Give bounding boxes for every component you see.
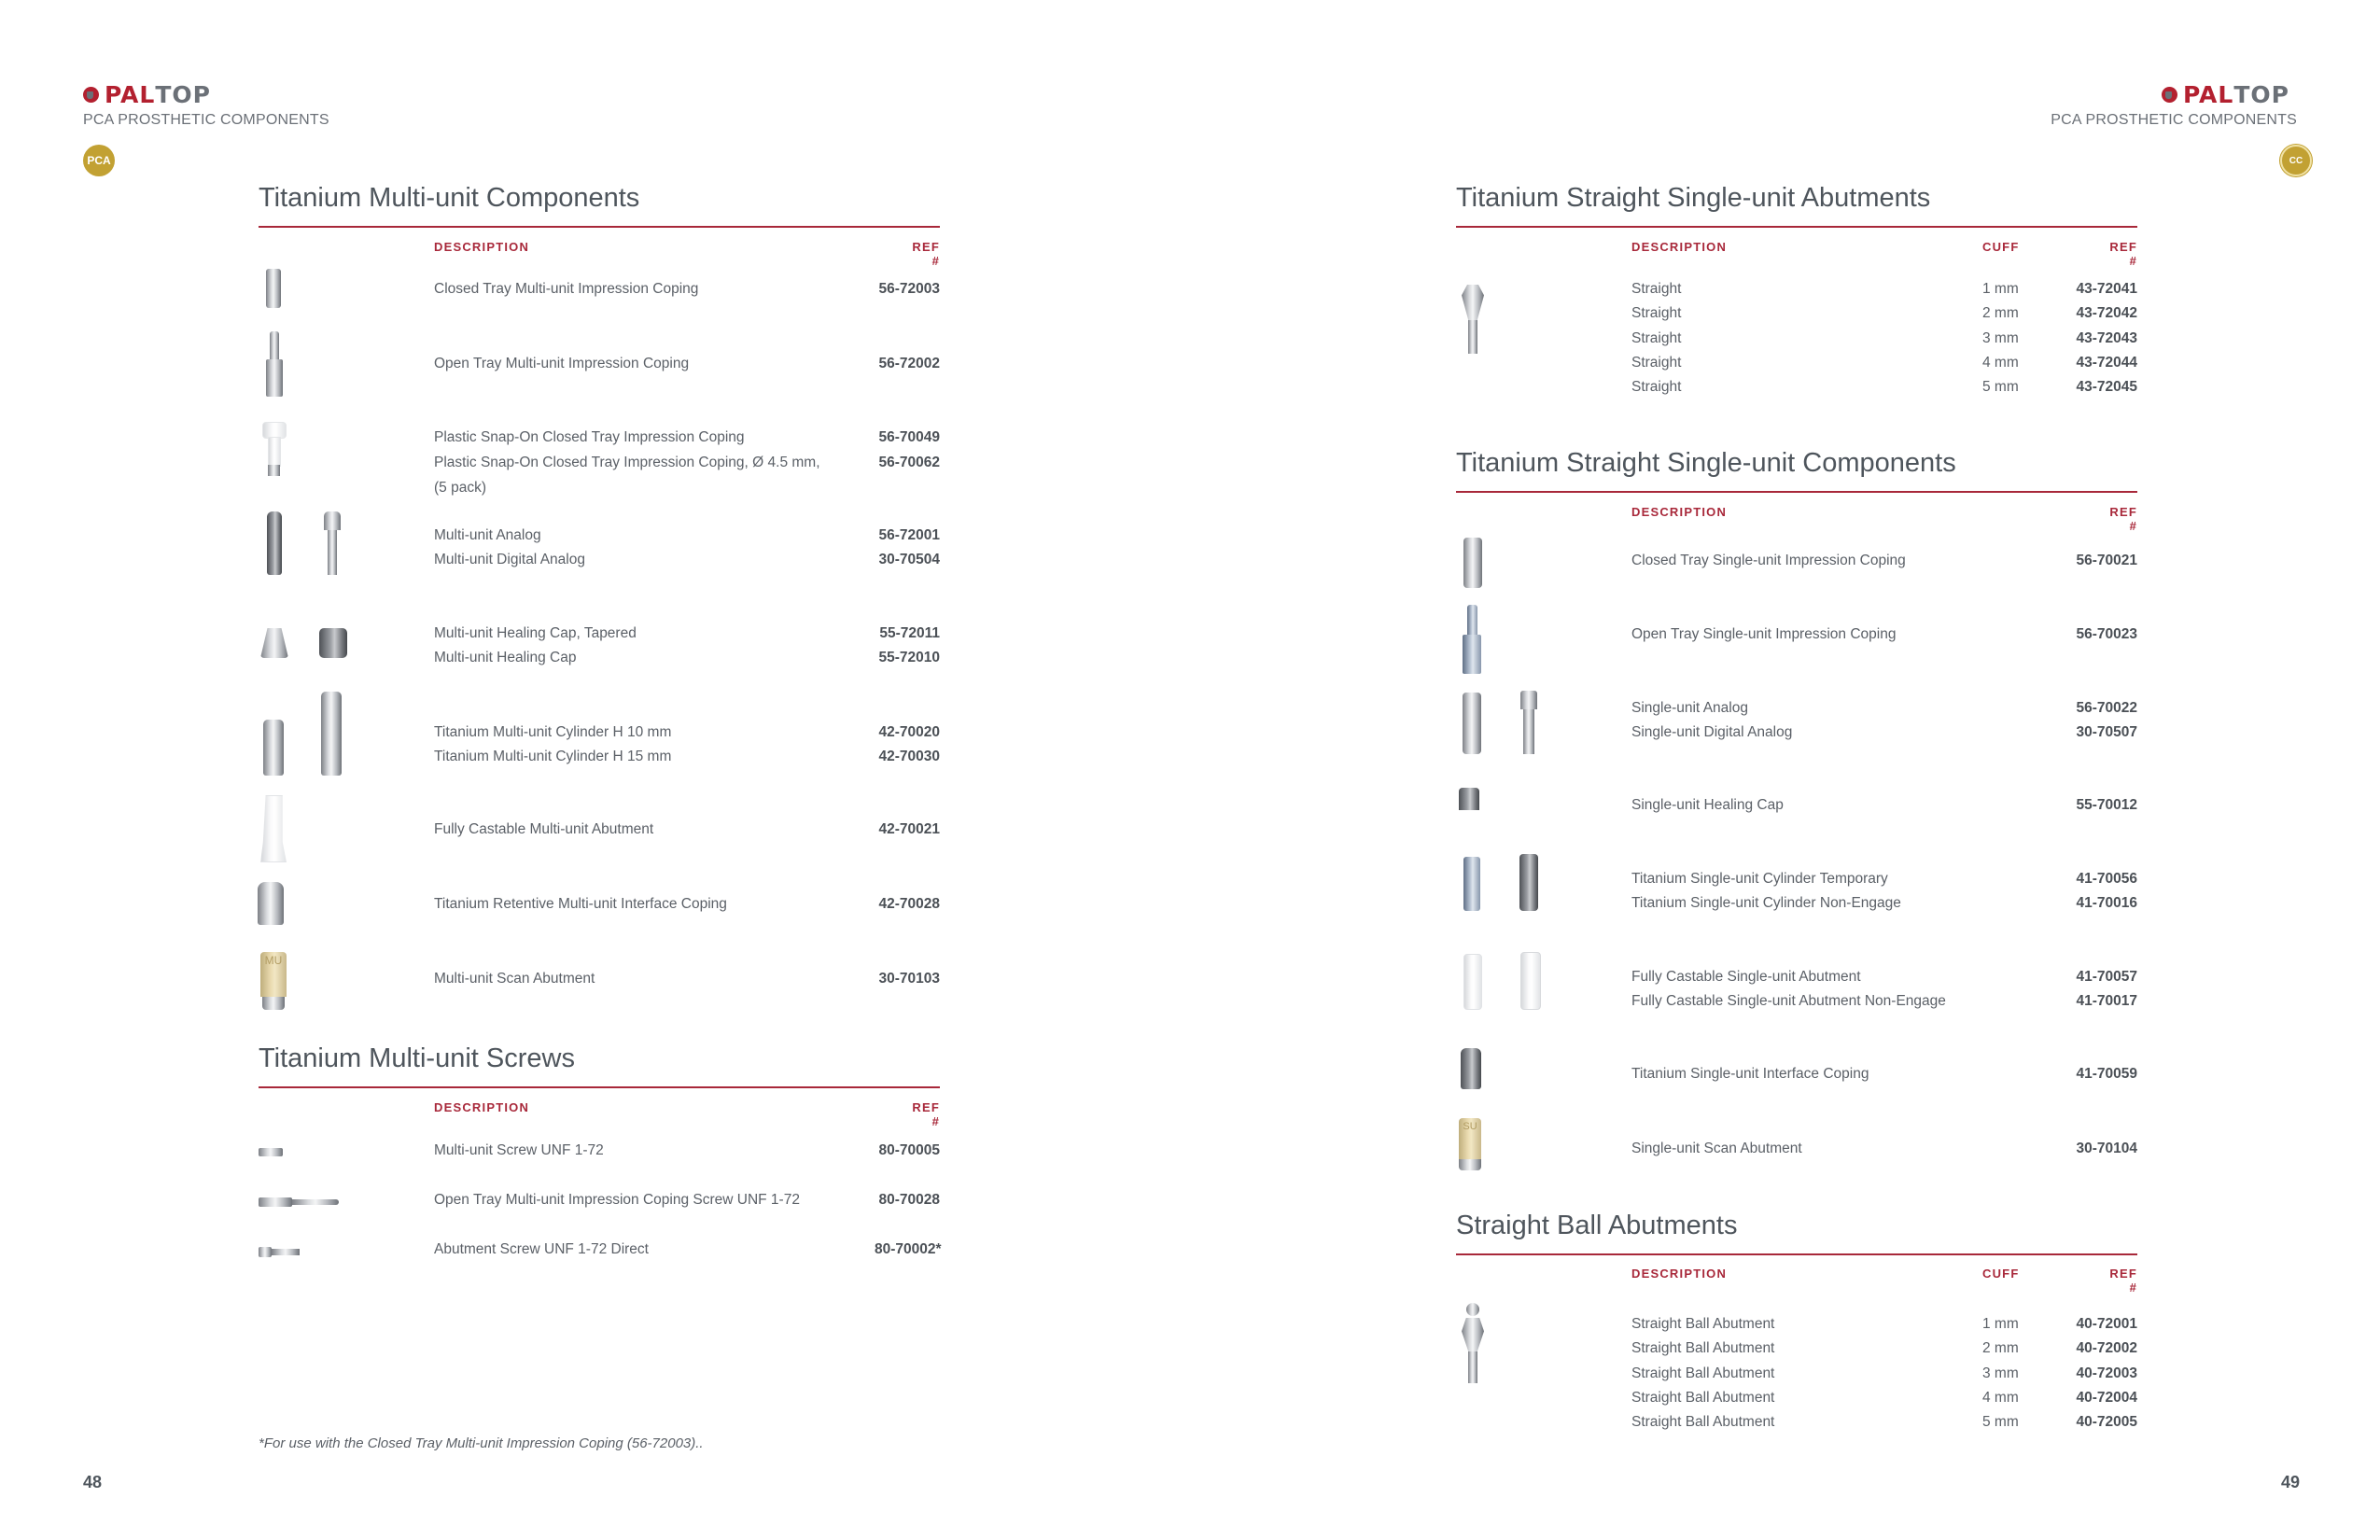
healing-cap-icon [1459, 788, 1479, 810]
castable-abutment-icon [1463, 954, 1482, 1010]
item-ref: 42-70028 [878, 896, 940, 912]
item-ref: 30-70104 [2076, 1141, 2137, 1156]
column-header-ref: REF # [2109, 505, 2137, 533]
item-description: Straight Ball Abutment [1631, 1340, 1775, 1356]
item-description: Straight [1631, 305, 1682, 321]
item-ref: 80-70005 [878, 1142, 940, 1158]
section-divider [259, 226, 940, 228]
column-header-description: DESCRIPTION [434, 240, 530, 254]
item-description: Fully Castable Single-unit Abutment Non-Engage [1631, 993, 1946, 1009]
item-description: Plastic Snap-On Closed Tray Impression Coping, Ø 4.5 mm, [434, 455, 820, 470]
section-title: Titanium Multi-unit Screws [259, 1043, 575, 1073]
brand-subtitle: PCA PROSTHETIC COMPONENTS [83, 112, 329, 128]
item-description: Titanium Multi-unit Cylinder H 10 mm [434, 724, 672, 740]
column-header-description: DESCRIPTION [1631, 1267, 1728, 1281]
item-ref: 43-72043 [2076, 330, 2137, 346]
interface-coping-icon [258, 882, 284, 925]
closed-tray-coping-icon [266, 269, 281, 308]
logo-wordmark: PAL TOP [2183, 80, 2289, 108]
section-divider [1456, 226, 2137, 228]
item-ref: 41-70059 [2076, 1066, 2137, 1082]
item-cuff: 4 mm [1982, 1390, 2019, 1406]
cylinder-long-icon [321, 692, 342, 776]
item-description: Titanium Single-unit Cylinder Temporary [1631, 871, 1888, 887]
open-tray-coping-base [1463, 635, 1481, 674]
item-description: Plastic Snap-On Closed Tray Impression Coping [434, 429, 745, 445]
footnote: *For use with the Closed Tray Multi-unit Impression Coping (56-72003).. [259, 1435, 704, 1451]
item-description: Fully Castable Multi-unit Abutment [434, 821, 654, 837]
column-header-description: DESCRIPTION [1631, 505, 1728, 519]
plastic-snap-coping-body [268, 437, 281, 467]
item-cuff: 2 mm [1982, 305, 2019, 321]
item-ref: 56-70062 [878, 455, 940, 470]
item-description: Straight Ball Abutment [1631, 1365, 1775, 1381]
item-description: Titanium Multi-unit Cylinder H 15 mm [434, 749, 672, 764]
item-ref: 56-70022 [2076, 700, 2137, 716]
section-title: Straight Ball Abutments [1456, 1211, 1738, 1240]
item-ref: 43-72041 [2076, 281, 2137, 297]
section-divider [259, 1086, 940, 1088]
item-ref: 40-72005 [2076, 1414, 2137, 1430]
item-description: Titanium Single-unit Cylinder Non-Engage [1631, 895, 1901, 911]
scan-abutment-base [262, 997, 285, 1010]
screw-icon [259, 1148, 283, 1156]
tooth-logo-icon [83, 87, 99, 103]
column-header-ref: REF # [2109, 1267, 2137, 1295]
item-description: Straight [1631, 355, 1682, 371]
item-ref: 56-70023 [2076, 626, 2137, 642]
item-ref: 40-72001 [2076, 1316, 2137, 1332]
item-ref: 56-72003 [878, 281, 940, 297]
item-description: Straight [1631, 379, 1682, 395]
item-ref: 56-72001 [878, 527, 940, 543]
item-description-continued: (5 pack) [434, 480, 486, 496]
scan-abutment-icon: SU [1459, 1118, 1481, 1159]
paltop-logo [2162, 82, 2289, 106]
cylinder-short-icon [263, 720, 284, 776]
item-description: Straight Ball Abutment [1631, 1414, 1775, 1430]
item-description: Single-unit Digital Analog [1631, 724, 1793, 740]
item-cuff: 3 mm [1982, 330, 2019, 346]
item-ref: 55-72011 [879, 625, 940, 641]
item-ref: 43-72044 [2076, 355, 2137, 371]
item-description: Open Tray Multi-unit Impression Coping Screw UNF 1-72 [434, 1192, 800, 1208]
item-cuff: 3 mm [1982, 1365, 2019, 1381]
ball-abutment-screw [1468, 1351, 1477, 1383]
closed-tray-coping-icon [1463, 538, 1482, 588]
brand-subtitle: PCA PROSTHETIC COMPONENTS [2051, 112, 2297, 128]
long-screw-shaft [292, 1199, 339, 1205]
item-description: Multi-unit Digital Analog [434, 552, 585, 567]
column-header-ref: REF # [912, 240, 940, 268]
scan-abutment-icon: MU [260, 952, 287, 997]
long-screw-icon [259, 1197, 292, 1207]
item-ref: 43-72045 [2076, 379, 2137, 395]
item-ref: 55-72010 [878, 650, 940, 665]
paltop-logo [83, 82, 211, 106]
item-ref: 56-72002 [878, 356, 940, 371]
cylinder-non-engage-icon [1519, 854, 1538, 911]
pca-badge: PCA [83, 145, 115, 176]
column-header-cuff: CUFF [1982, 1267, 2020, 1281]
straight-abutment-icon [1462, 285, 1484, 320]
item-ref: 55-70012 [2076, 797, 2137, 813]
item-description: Multi-unit Analog [434, 527, 541, 543]
column-header-description: DESCRIPTION [1631, 240, 1728, 254]
item-ref: 56-70021 [2076, 553, 2137, 568]
castable-abutment-non-engage-icon [1520, 952, 1541, 1010]
item-description: Titanium Retentive Multi-unit Interface Coping [434, 896, 727, 912]
item-ref: 80-70028 [878, 1192, 940, 1208]
item-cuff: 4 mm [1982, 355, 2019, 371]
column-header-description: DESCRIPTION [434, 1100, 530, 1114]
section-divider [1456, 1253, 2137, 1255]
column-header-ref: REF # [912, 1100, 940, 1128]
abutment-screw-icon [259, 1247, 272, 1257]
item-description: Straight Ball Abutment [1631, 1390, 1775, 1406]
item-ref: 43-72042 [2076, 305, 2137, 321]
item-ref: 41-70057 [2076, 969, 2137, 985]
item-ref: 41-70017 [2076, 993, 2137, 1009]
healing-cap-tapered-icon [260, 628, 288, 658]
item-description: Straight [1631, 330, 1682, 346]
item-description: Titanium Single-unit Interface Coping [1631, 1066, 1869, 1082]
abutment-screw-shaft [272, 1249, 300, 1255]
open-tray-coping-icon [270, 331, 279, 359]
castable-abutment-icon [260, 795, 287, 862]
digital-analog-icon [324, 511, 341, 530]
analog-icon [1463, 693, 1481, 754]
item-description: Closed Tray Multi-unit Impression Coping [434, 281, 699, 297]
item-cuff: 5 mm [1982, 379, 2019, 395]
analog-icon [267, 511, 282, 575]
healing-cap-icon [319, 628, 347, 658]
item-description: Multi-unit Screw UNF 1-72 [434, 1142, 604, 1158]
column-header-ref: REF # [2109, 240, 2137, 268]
item-description: Closed Tray Single-unit Impression Coping [1631, 553, 1906, 568]
item-description: Multi-unit Scan Abutment [434, 971, 595, 987]
digital-analog-icon [1520, 691, 1537, 709]
item-ref: 30-70507 [2076, 724, 2137, 740]
open-tray-coping-icon [1467, 605, 1477, 635]
item-cuff: 1 mm [1982, 1316, 2019, 1332]
item-description: Single-unit Scan Abutment [1631, 1141, 1802, 1156]
section-title: Titanium Straight Single-unit Components [1456, 448, 1956, 478]
item-description: Open Tray Multi-unit Impression Coping [434, 356, 690, 371]
item-cuff: 5 mm [1982, 1414, 2019, 1430]
cc-badge: CC [2280, 145, 2312, 176]
digital-analog-shaft [1523, 709, 1534, 754]
item-ref: 30-70504 [878, 552, 940, 567]
ball-abutment-body [1462, 1318, 1484, 1351]
item-description: Straight Ball Abutment [1631, 1316, 1775, 1332]
item-ref: 56-70049 [878, 429, 940, 445]
item-description: Multi-unit Healing Cap [434, 650, 577, 665]
item-ref: 40-72003 [2076, 1365, 2137, 1381]
item-description: Multi-unit Healing Cap, Tapered [434, 625, 637, 641]
straight-abutment-screw [1468, 320, 1477, 354]
item-ref: 42-70021 [878, 821, 940, 837]
page-number: 48 [83, 1473, 103, 1491]
item-ref: 41-70056 [2076, 871, 2137, 887]
page-number: 49 [2281, 1473, 2301, 1491]
ball-abutment-icon [1466, 1303, 1479, 1316]
item-ref: 41-70016 [2076, 895, 2137, 911]
item-cuff: 2 mm [1982, 1340, 2019, 1356]
item-ref: 42-70030 [878, 749, 940, 764]
cylinder-temporary-icon [1463, 857, 1480, 911]
item-ref: 40-72004 [2076, 1390, 2137, 1406]
plastic-snap-coping-base [268, 465, 280, 476]
section-divider [1456, 491, 2137, 493]
item-ref: 42-70020 [878, 724, 940, 740]
item-description: Single-unit Healing Cap [1631, 797, 1784, 813]
item-description: Abutment Screw UNF 1-72 Direct [434, 1241, 649, 1257]
section-title: Titanium Straight Single-unit Abutments [1456, 183, 1931, 213]
item-ref: 30-70103 [878, 971, 940, 987]
item-description: Open Tray Single-unit Impression Coping [1631, 626, 1897, 642]
item-ref: 80-70002* [875, 1241, 942, 1257]
item-ref: 40-72002 [2076, 1340, 2137, 1356]
column-header-cuff: CUFF [1982, 240, 2020, 254]
scan-abutment-base [1459, 1159, 1481, 1170]
interface-coping-icon [1461, 1048, 1481, 1089]
item-cuff: 1 mm [1982, 281, 2019, 297]
tooth-logo-icon [2162, 87, 2177, 103]
open-tray-coping-base [266, 359, 283, 397]
item-description: Fully Castable Single-unit Abutment [1631, 969, 1861, 985]
section-title: Titanium Multi-unit Components [259, 183, 640, 213]
logo-wordmark: PAL TOP [105, 80, 211, 108]
digital-analog-shaft [328, 530, 337, 575]
item-description: Straight [1631, 281, 1682, 297]
item-description: Single-unit Analog [1631, 700, 1748, 716]
